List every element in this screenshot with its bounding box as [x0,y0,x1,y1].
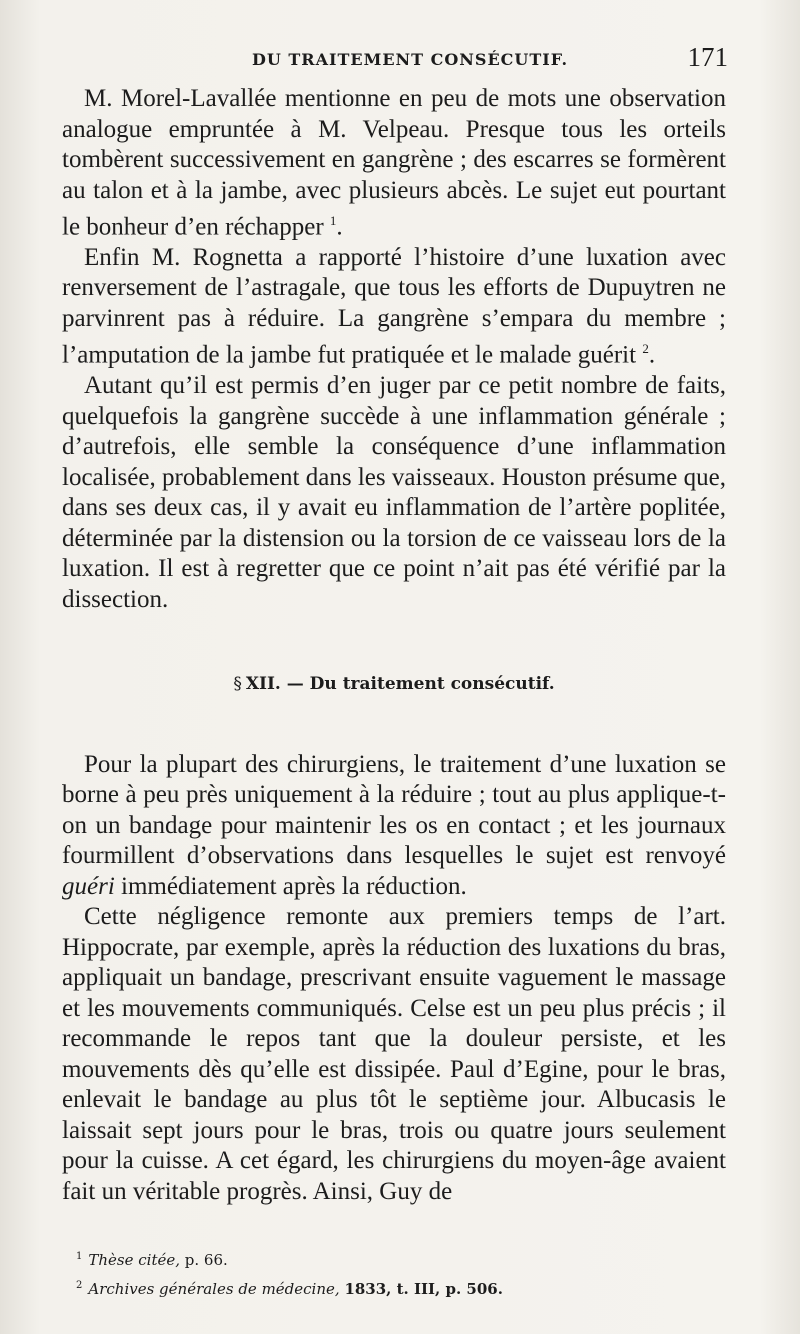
footnote-1: $^1$ Thèse citée, p. 66. [76,1251,228,1269]
paragraph-1: M. Morel-Lavallée mentionne en peu de mots une observation analogue empruntée à M. Velpeau. Presque tous les orteils tombèrent successivement en gangrène ; des escarres se formèrent au talon et à la jambe, avec plusieurs abcès. Le sujet eut pourtant le bonheur d’en réchapper $^1$. [62,85,726,241]
running-head: DU TRAITEMENT CONSÉCUTIF. [252,50,569,69]
paragraph-5: Cette négligence remonte aux premiers temps de l’art. Hippocrate, par exemple, après la réduction des luxations du bras, appliquait un bandage, prescrivant ensuite vaguement le massage et les mouvements communiqués. Celse est un peu plus précis ; il recommande le repos tant que la douleur persiste, et les mouvements dès qu’elle est dissipée. Paul d’Egine, pour le bras, enlevait le bandage au plus tôt le septième jour. Albucasis le laissait sept jours pour le bras, trois ou quatre jours seulement pour la cuisse. A cet égard, les chirurgiens du moyen-âge avaient fait un véritable progrès. Ainsi, Guy de [62,903,726,1205]
body-text [62,84,726,1207]
footnote-ref-1: 1 [329,213,337,228]
section-heading [62,669,726,700]
page-number: 171 [687,42,728,72]
paragraph-2: Enfin M. Rognetta a rapporté l’histoire d’une luxation avec renversement de l’astragale, que tous les efforts de Dupuytren ne parvinrent pas à réduire. La gangrène s’empara du membre ; l’amputation de la jambe fut pratiquée et le malade guérit $^2$. [62,243,726,369]
paragraph-3: Autant qu’il est permis d’en juger par ce petit nombre de faits, quelquefois la gangrène succède à une inflammation générale ; d’autrefois, elle semble la conséquence d’une inflammation localisée, probablement dans les vaisseaux. Houston présume que, dans ses deux cas, il y avait eu inflammation de l’artère poplitée, déterminée par la distension ou la torsion de ce vaisseau lors de la luxation. Il est à regretter que ce point n’ait pas été vérifié par la dissection. [62,372,726,613]
section-title: XII. — Du traitement consécutif. [245,674,555,695]
section-symbol: § [233,674,242,695]
page-header [62,40,728,80]
footnote-2: $^2$ Archives générales de médecine, 1833, t. III, p. 506. [76,1280,503,1298]
footnotes [76,1244,726,1302]
italic-word: guéri [62,872,115,900]
footnote-ref-2: 2 [642,341,649,357]
paragraph-4: Pour la plupart des chirurgiens, le traitement d’une luxation se borne à peu près uniquement à la réduire ; tout au plus applique-t-on un bandage pour maintenir les os en contact ; et les journaux fourmillent d’observations dans lesquelles le sujet est renvoyé guéri immédiatement après la réduction. [62,750,726,900]
